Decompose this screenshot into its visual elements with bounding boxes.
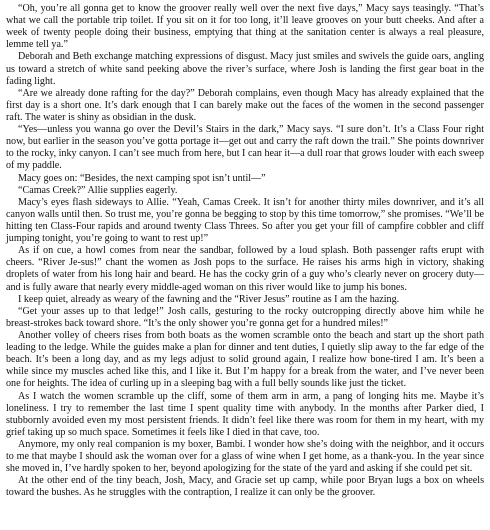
paragraph: “Camas Creek?” Allie supplies eagerly. bbox=[18, 184, 178, 196]
paragraph: “Oh, you’re all gonna get to know the groover really well over the next five days,” Macy says teasingly. “That’s what we call the portable trip toilet. If you sit on it for too long, it’ll leave grooves on your butt cheeks. And after a week of twenty people doing their business, emptying that thing at the sanitation center is always a real pleasure, lemme tell ya.” bbox=[6, 3, 484, 51]
paragraph: “Yes—unless you wanna go over the Devil’s Stairs in the dark,” Macy says. “I sure don’t. It’s a Class Four right now, but earlier in the season you’ve gotta portage it—get out and carry the raft down the trail.” She points downriver to the rocky, inky canyon. I can’t see much from here, but I can hear it—a dull roar that grows louder with each sweep of my paddle. bbox=[6, 124, 484, 172]
paragraph: Anymore, my only real companion is my boxer, Bambi. I wonder how she’s doing with the neighbor, and it occurs to me that maybe I should ask the woman over for a glass of wine when I get home, as a thank-you. In the year since she moved in, I’ve hardly spoken to her, beyond apologizing for the state of the yard and asking if she could pet sit. bbox=[6, 438, 484, 475]
paragraph: As I watch the women scramble up the cliff, some of them arm in arm, a pang of longing hits me. Maybe it’s loneliness. I try to remember the last time I spent quality time with anybody. In the months after Parker died, I stubbornly avoided even my most persistent friends. It didn’t feel like there was room for them in my heart, with my grief taking up so much space. Sometimes it feels like I died in that cave, too. bbox=[6, 390, 484, 438]
paragraph: Macy goes on: “Besides, the next camping spot isn’t until—” bbox=[18, 172, 266, 184]
paragraph: “Get your asses up to that ledge!” Josh calls, gesturing to the rocky outcropping directly above him while he breast-strokes back toward shore. “It’s the only shower you’re gonna get for a hundred miles!” bbox=[6, 305, 484, 329]
paragraph: Macy’s eyes flash sideways to Allie. “Yeah, Camas Creek. It isn’t for another thirty miles downriver, and it’s all canyon walls until then. So trust me, you’re gonna be begging to stop by this time tomorrow,” she promises. “We’ll be hitting ten Class-Four rapids and around twenty Class Threes. So after you get your fill of campfire cobbler and cliff jumping tonight, you’re going to want to rest up!” bbox=[6, 196, 484, 245]
paragraph: As if on cue, a howl comes from near the sandbar, followed by a loud splash. Both passenger rafts erupt with cheers. “River Je-sus!” chant the women as Josh pops to the surface. He raises his arms high in victory, shaking droplets of water from his long hair and beard. He has the cocky grin of a guy who’s clearly never on grocery duty—and is fully aware that nearly every middle-aged woman on this river would like to jump his bones. bbox=[6, 245, 484, 293]
paragraph: “Are we already done rafting for the day?” Deborah complains, even though Macy has already explained that the first day is a short one. It’s dark enough that I can barely make out the faces of the women in the second passenger raft. The water is shiny as obsidian in the dusk. bbox=[6, 87, 484, 123]
paragraph: Deborah and Beth exchange matching expressions of disgust. Macy just smiles and swivels the guide oars, angling us toward a stretch of white sand peeking above the river’s surface, where Josh is landing the first gear boat in the fading light. bbox=[6, 51, 484, 87]
paragraph: At the other end of the tiny beach, Josh, Macy, and Gracie set up camp, while poor Bryan lugs a box on wheels toward the bushes. As he struggles with the contraption, I realize it can only be the groover. bbox=[6, 475, 484, 499]
paragraph: Another volley of cheers rises from both boats as the women scramble onto the beach and start up the short path leading to the ledge. While the guides make a plan for dinner and tent duties, I quietly slip away to the far edge of the beach. It’s been a long day, and as my legs adjust to solid ground again, I realize how bone-tired I am. It’s been a while since my muscles ached like this, and I like it. But I’m happy for a break from the water, and I’ve never been one for heights. The idea of curling up in a sleeping bag with a full belly sounds like just the ticket. bbox=[6, 329, 484, 390]
paragraph: I keep quiet, already as weary of the fawning and the “River Jesus” routine as I am the hazing. bbox=[18, 293, 400, 305]
